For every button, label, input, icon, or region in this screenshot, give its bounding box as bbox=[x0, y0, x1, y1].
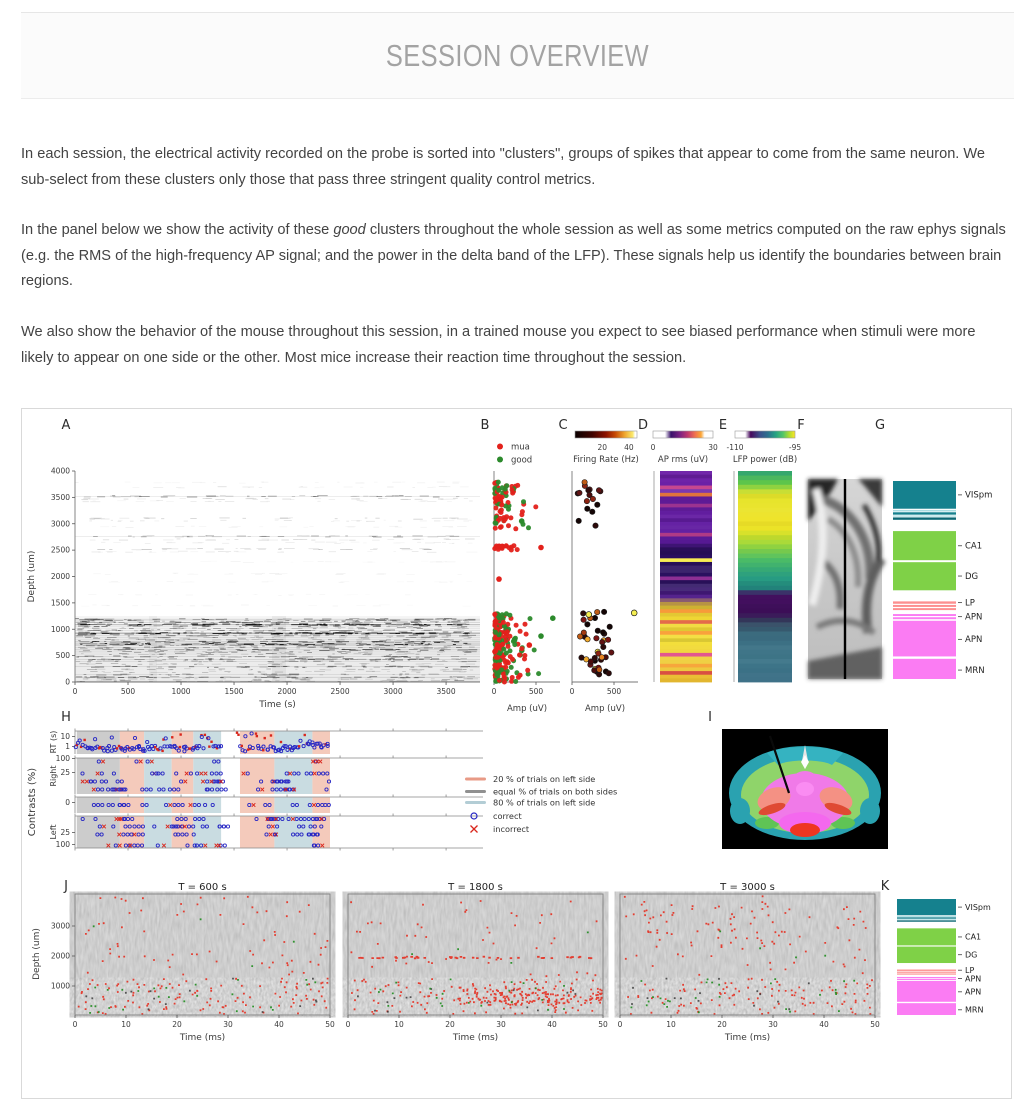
panel-label-j: J bbox=[64, 879, 68, 894]
h-ytick: 1 bbox=[65, 742, 70, 751]
j-xtick: 50 bbox=[870, 1020, 880, 1029]
panel-j-raw-3 bbox=[618, 882, 880, 1043]
panel-label-d: D bbox=[637, 418, 649, 433]
region-label: DG bbox=[965, 571, 979, 582]
c-xtick: 500 bbox=[606, 687, 622, 696]
region-label: VISpm bbox=[965, 902, 991, 912]
region-label: APN bbox=[965, 987, 982, 997]
j-title: T = 600 s bbox=[178, 882, 227, 893]
j-xtick: 10 bbox=[666, 1020, 676, 1029]
panel-label-k: K bbox=[880, 879, 890, 894]
histology-image bbox=[808, 479, 882, 679]
region-label: APN bbox=[965, 635, 983, 646]
c-xlabel: Amp (uV) bbox=[584, 704, 626, 714]
h-ytick: 0 bbox=[65, 798, 70, 807]
j-xtick: 30 bbox=[496, 1020, 506, 1029]
j-xtick: 20 bbox=[445, 1020, 455, 1029]
region-label: LP bbox=[965, 598, 975, 609]
j-title: T = 1800 s bbox=[448, 882, 503, 893]
colorbar-label: Firing Rate (Hz) bbox=[573, 455, 639, 465]
paragraph-1: In each session, the electrical activity recorded on the probe is sorted into "clusters", groups of spikes that appear to come from the same neuron. We sub-select from these clusters only those that pass three stringent quality control metrics. bbox=[21, 146, 986, 188]
j-xtick: 40 bbox=[274, 1020, 284, 1029]
panel-label-e: E bbox=[718, 418, 728, 433]
j-xtick: 20 bbox=[717, 1020, 727, 1029]
a-ytick: 2500 bbox=[50, 545, 70, 555]
colorbar-label: LFP power (dB) bbox=[732, 455, 798, 465]
a-ytick: 0 bbox=[65, 677, 70, 687]
h-ytick: 100 bbox=[55, 840, 70, 849]
j-xtick: 40 bbox=[547, 1020, 557, 1029]
panel-j-raw-2 bbox=[346, 882, 608, 1043]
paragraph-2 bbox=[21, 218, 1011, 295]
paragraph-2-italic: good bbox=[333, 222, 366, 239]
colorbar-tick: -110 bbox=[726, 443, 744, 452]
a-xtick: 0 bbox=[72, 687, 78, 696]
a-ylabel: Depth (um) bbox=[27, 550, 37, 603]
colorbar-tick: 0 bbox=[650, 443, 656, 452]
region-label: VISpm bbox=[965, 490, 993, 501]
session-overview-figure bbox=[21, 408, 1012, 1099]
j-xlabel: Time (ms) bbox=[452, 1033, 499, 1043]
j-xlabel: Time (ms) bbox=[724, 1033, 771, 1043]
panel-label-i: I bbox=[708, 710, 712, 725]
region-label: MRN bbox=[965, 665, 985, 676]
colorbar-tick: 30 bbox=[708, 443, 718, 452]
j-xtick: 10 bbox=[121, 1020, 131, 1029]
j-xtick: 10 bbox=[394, 1020, 404, 1029]
panel-label-a: A bbox=[61, 418, 71, 433]
panel-h-behavior bbox=[27, 729, 483, 851]
h-row-label: Left bbox=[49, 824, 58, 840]
region-label: CA1 bbox=[965, 932, 982, 942]
b-legend-mua: mua bbox=[511, 442, 530, 453]
region-label: APN bbox=[965, 612, 983, 623]
b-xtick: 0 bbox=[491, 687, 497, 696]
page-title: SESSION OVERVIEW bbox=[385, 37, 650, 73]
legend-item-label: 80 % of trials on left side bbox=[493, 797, 596, 808]
a-ytick: 2000 bbox=[50, 572, 70, 582]
j-xtick: 0 bbox=[617, 1020, 623, 1029]
a-ytick: 3000 bbox=[50, 519, 70, 529]
a-ytick: 1500 bbox=[50, 598, 70, 608]
panel-label-b: B bbox=[480, 418, 490, 433]
h-ytick: 100 bbox=[55, 754, 70, 763]
region-label: APN bbox=[965, 974, 982, 984]
a-ytick: 500 bbox=[55, 651, 70, 661]
a-xtick: 2000 bbox=[277, 687, 297, 696]
paragraph-3: We also show the behavior of the mouse throughout this session, in a trained mouse you expect to see biased performance when stimuli were more likely to appear on one side or the other. Most mice increase their reaction time throughout the session. bbox=[21, 323, 976, 366]
panel-j-raw-1 bbox=[73, 882, 335, 1043]
a-ytick: 1000 bbox=[50, 624, 70, 634]
colorbar-tick: -95 bbox=[788, 443, 802, 452]
panel-e-heatmap bbox=[726, 431, 801, 682]
colorbar-tick: 20 bbox=[597, 443, 608, 452]
j-xtick: 30 bbox=[768, 1020, 778, 1029]
a-xtick: 500 bbox=[120, 687, 136, 696]
region-label: DG bbox=[965, 950, 978, 960]
j-xtick: 40 bbox=[819, 1020, 829, 1029]
paragraph-2-before: In the panel below we show the activity of these bbox=[21, 222, 334, 239]
paragraph-2-after: clusters throughout the whole session as well as some metrics computed on the raw ephys signals (e.g. the RMS of the high-frequency AP signal; and the power in the delta band of the LFP). These signals help us identify the boundaries between brain regions. bbox=[21, 222, 1006, 290]
a-xlabel: Time (s) bbox=[259, 700, 296, 710]
h-ytick: 25 bbox=[60, 828, 70, 837]
colorbar-tick: 40 bbox=[624, 443, 634, 452]
region-label: MRN bbox=[965, 1005, 984, 1015]
j-ytick: 2000 bbox=[50, 951, 70, 961]
j-title: T = 3000 s bbox=[720, 882, 775, 893]
section-header bbox=[21, 12, 1014, 99]
panel-label-g: G bbox=[874, 418, 886, 433]
b-xlabel: Amp (uV) bbox=[506, 704, 548, 714]
a-ytick: 3500 bbox=[50, 492, 70, 502]
j-ytick: 1000 bbox=[50, 981, 70, 991]
a-xtick: 2500 bbox=[330, 687, 350, 696]
intro-text bbox=[21, 142, 1011, 396]
region-label: LP bbox=[965, 966, 975, 976]
panel-d-heatmap bbox=[651, 431, 718, 682]
j-xtick: 50 bbox=[598, 1020, 608, 1029]
panel-b-amplitude-scatter bbox=[492, 443, 560, 715]
j-xtick: 0 bbox=[72, 1020, 78, 1029]
j-xtick: 50 bbox=[325, 1020, 335, 1029]
j-ytick: 3000 bbox=[50, 921, 70, 931]
legend-item-label: correct bbox=[493, 810, 522, 821]
h-ytick: 25 bbox=[60, 768, 70, 777]
panel-a-raster bbox=[27, 467, 480, 710]
a-xtick: 1000 bbox=[171, 687, 191, 696]
h-row-label: Right bbox=[49, 765, 58, 787]
legend-item-label: 20 % of trials on left side bbox=[493, 773, 596, 784]
b-xtick: 500 bbox=[528, 687, 544, 696]
panel-k-brain-regions bbox=[897, 899, 991, 1015]
figure-svg bbox=[22, 409, 1009, 1096]
a-xtick: 3000 bbox=[383, 687, 403, 696]
behavior-legend bbox=[465, 774, 617, 834]
j-xlabel: Time (ms) bbox=[179, 1033, 226, 1043]
j-xtick: 30 bbox=[223, 1020, 233, 1029]
panel-g-brain-regions bbox=[893, 481, 992, 679]
panel-c-firing-rate-scatter bbox=[570, 431, 639, 714]
j-xtick: 20 bbox=[172, 1020, 182, 1029]
h-ytick: 10 bbox=[60, 732, 70, 741]
atlas-image bbox=[722, 729, 888, 849]
panel-label-c: C bbox=[558, 418, 568, 433]
legend-item-label: equal % of trials on both sides bbox=[493, 786, 618, 797]
b-legend-good: good bbox=[511, 455, 533, 466]
panel-label-h: H bbox=[61, 710, 71, 725]
a-ytick: 4000 bbox=[50, 466, 70, 476]
a-xtick: 1500 bbox=[224, 687, 244, 696]
j-ylabel: Depth (um) bbox=[32, 928, 42, 980]
legend-item-label: incorrect bbox=[493, 823, 530, 834]
panel-label-f: F bbox=[797, 418, 805, 433]
region-label: CA1 bbox=[965, 541, 983, 552]
h-row-label: RT (s) bbox=[49, 730, 58, 754]
colorbar-label: AP rms (uV) bbox=[657, 455, 709, 465]
c-xtick: 0 bbox=[569, 687, 575, 696]
j-xtick: 0 bbox=[345, 1020, 351, 1029]
h-ylabel: Contrasts (%) bbox=[27, 767, 38, 837]
a-xtick: 3500 bbox=[436, 687, 456, 696]
